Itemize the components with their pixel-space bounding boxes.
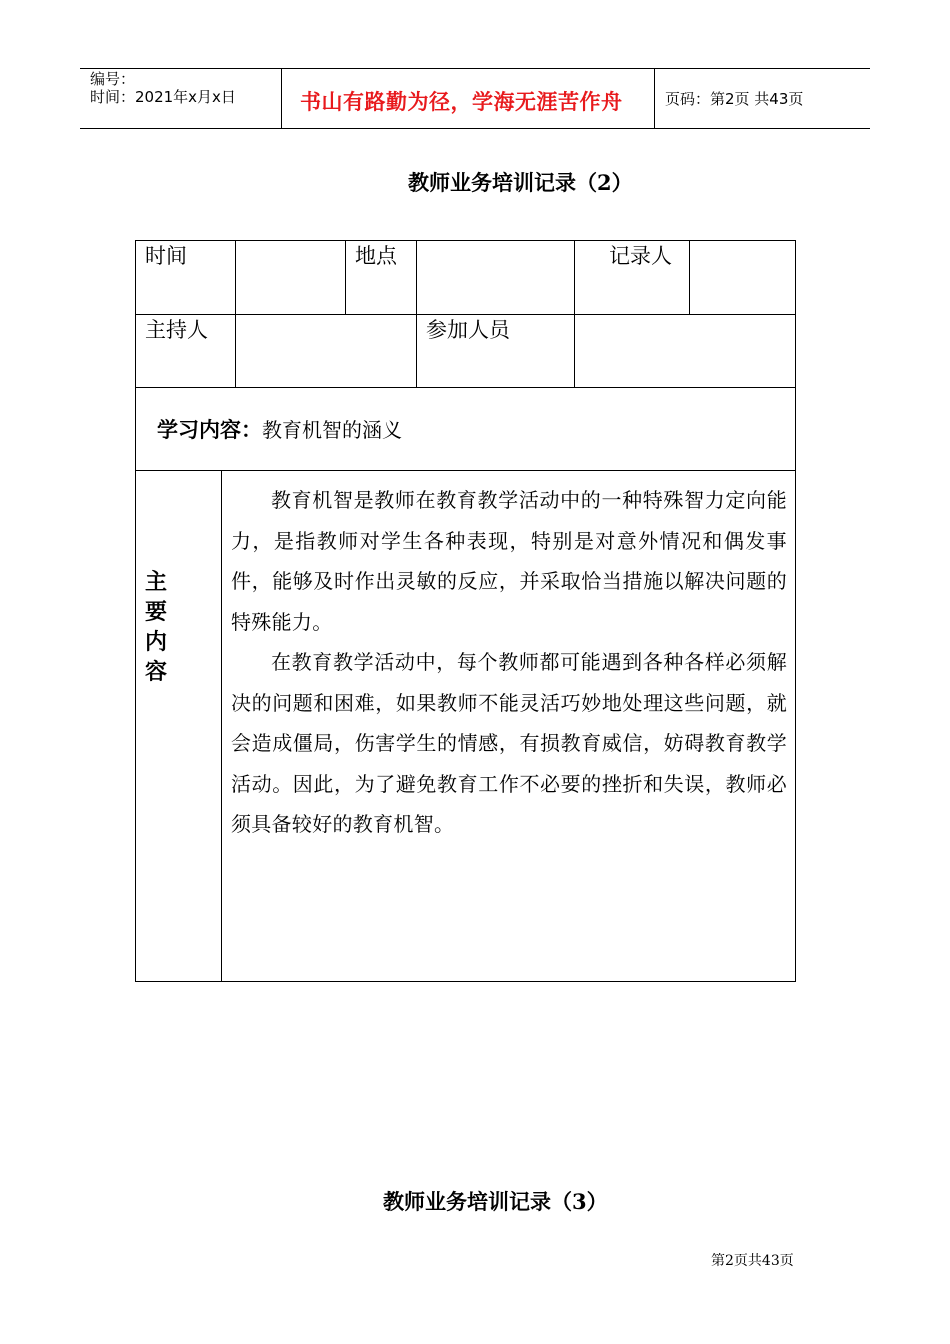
table-rule	[135, 470, 796, 471]
participants-label: 参加人员	[426, 318, 510, 342]
table-cell-divider	[574, 240, 575, 314]
motto: 书山有路勤为径，学海无涯苦作舟	[300, 90, 623, 114]
table-border	[795, 240, 796, 982]
table-cell-divider	[416, 240, 417, 314]
table-border	[135, 240, 136, 982]
table-rule	[135, 981, 796, 982]
study-content-row	[157, 414, 402, 444]
main-content-label: 主要内容	[144, 570, 167, 685]
host-label: 主持人	[145, 318, 208, 342]
content-paragraph: 教育机智是教师在教育教学活动中的一种特殊智力定向能力，是指教师对学生各种表现，特别是对意外情况和偶发事件，能够及时作出灵敏的反应，并采取恰当措施以解决问题的特殊能力。	[231, 488, 787, 634]
header-bottom-rule	[80, 128, 870, 129]
table-rule	[135, 387, 796, 388]
header-top-rule	[80, 68, 870, 69]
date-label: 时间：2021年x月x日	[90, 88, 236, 106]
place-label: 地点	[355, 244, 397, 268]
recorder-label: 记录人	[609, 244, 672, 268]
table-cell-divider	[416, 314, 417, 387]
header-divider	[281, 68, 282, 129]
next-record-title: 教师业务培训记录（3）	[383, 1189, 608, 1214]
study-content-topic: 教育机智的涵义	[262, 418, 402, 442]
main-content-body	[231, 480, 787, 845]
table-cell-divider	[235, 314, 236, 387]
table-cell-divider	[235, 240, 236, 314]
footer-page-number: 第2页共43页	[711, 1253, 794, 1269]
table-cell-divider	[689, 240, 690, 314]
study-content-label: 学习内容：	[157, 418, 262, 442]
table-cell-divider	[574, 314, 575, 387]
header-divider	[654, 68, 655, 129]
record-title: 教师业务培训记录（2）	[408, 170, 633, 195]
content-paragraph: 在教育教学活动中，每个教师都可能遇到各种各样必须解决的问题和困难，如果教师不能灵活巧妙地处理这些问题，就会造成僵局，伤害学生的情感，有损教育威信，妨碍教育教学活动。因此，为了避免教育工作不必要的挫折和失误，教师必须具备较好的教育机智。	[231, 650, 787, 836]
serial-number-label: 编号：	[90, 70, 136, 88]
time-label: 时间	[145, 244, 187, 268]
table-cell-divider	[345, 240, 346, 314]
table-cell-divider	[221, 470, 222, 981]
page-info: 页码：第2页 共43页	[665, 90, 804, 108]
